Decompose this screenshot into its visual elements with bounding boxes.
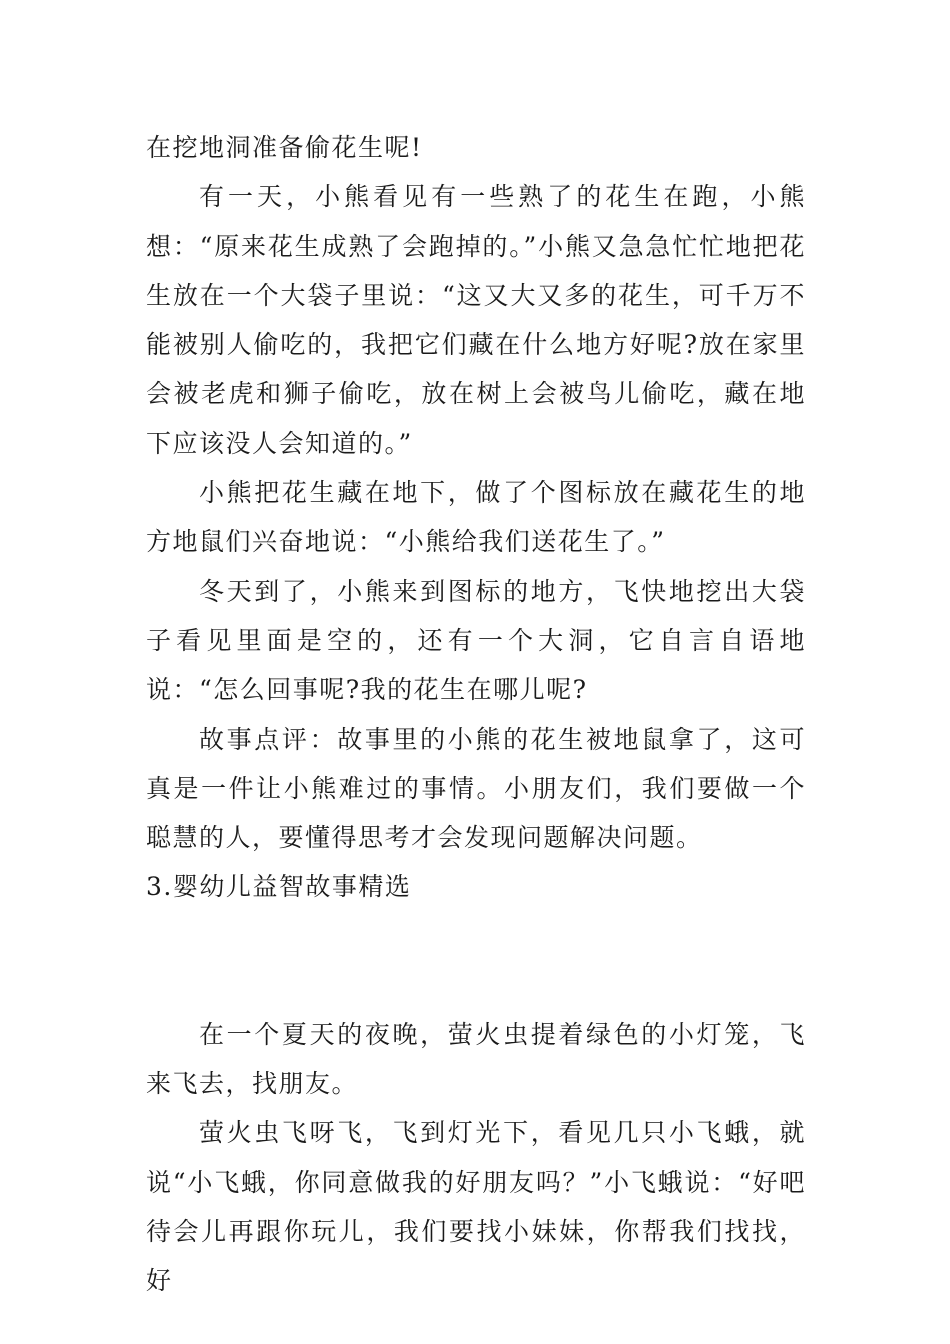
section-spacer — [146, 912, 806, 1010]
paragraph: 有一天，小熊看见有一些熟了的花生在跑，小熊想：“原来花生成熟了会跑掉的。”小熊又急急忙忙地把花生放在一个大袋子里说：“这又大又多的花生，可千万不能被别人偷吃的，我把它们藏在什么地方好呢?放在家里会被老虎和狮子偷吃，放在树上会被鸟儿偷吃，藏在地下应该没人会知道的。” — [146, 182, 806, 458]
paragraph: 小熊把花生藏在地下，做了个图标放在藏花生的地方地鼠们兴奋地说：“小熊给我们送花生了。” — [146, 478, 806, 557]
section-heading: 3.婴幼儿益智故事精选 — [146, 872, 412, 902]
paragraph: 故事点评：故事里的小熊的花生被地鼠拿了，这可真是一件让小熊难过的事情。小朋友们，我们要做一个聪慧的人，要懂得思考才会发现问题解决问题。 — [146, 724, 806, 853]
document-body — [146, 123, 806, 1306]
paragraph: 冬天到了，小熊来到图标的地方，飞快地挖出大袋子看见里面是空的，还有一个大洞，它自言自语地说：“怎么回事呢?我的花生在哪儿呢? — [146, 576, 806, 705]
paragraph: 在挖地洞准备偷花生呢! — [146, 133, 423, 162]
paragraph: 在一个夏天的夜晚，萤火虫提着绿色的小灯笼，飞来飞去，找朋友。 — [146, 1019, 806, 1099]
paragraph: 萤火虫飞呀飞，飞到灯光下，看见几只小飞蛾，就说“小飞蛾，你同意做我的好朋友吗？”小飞蛾说：“好吧待会儿再跟你玩儿，我们要找小妹妹，你帮我们找找，好 — [146, 1118, 806, 1296]
